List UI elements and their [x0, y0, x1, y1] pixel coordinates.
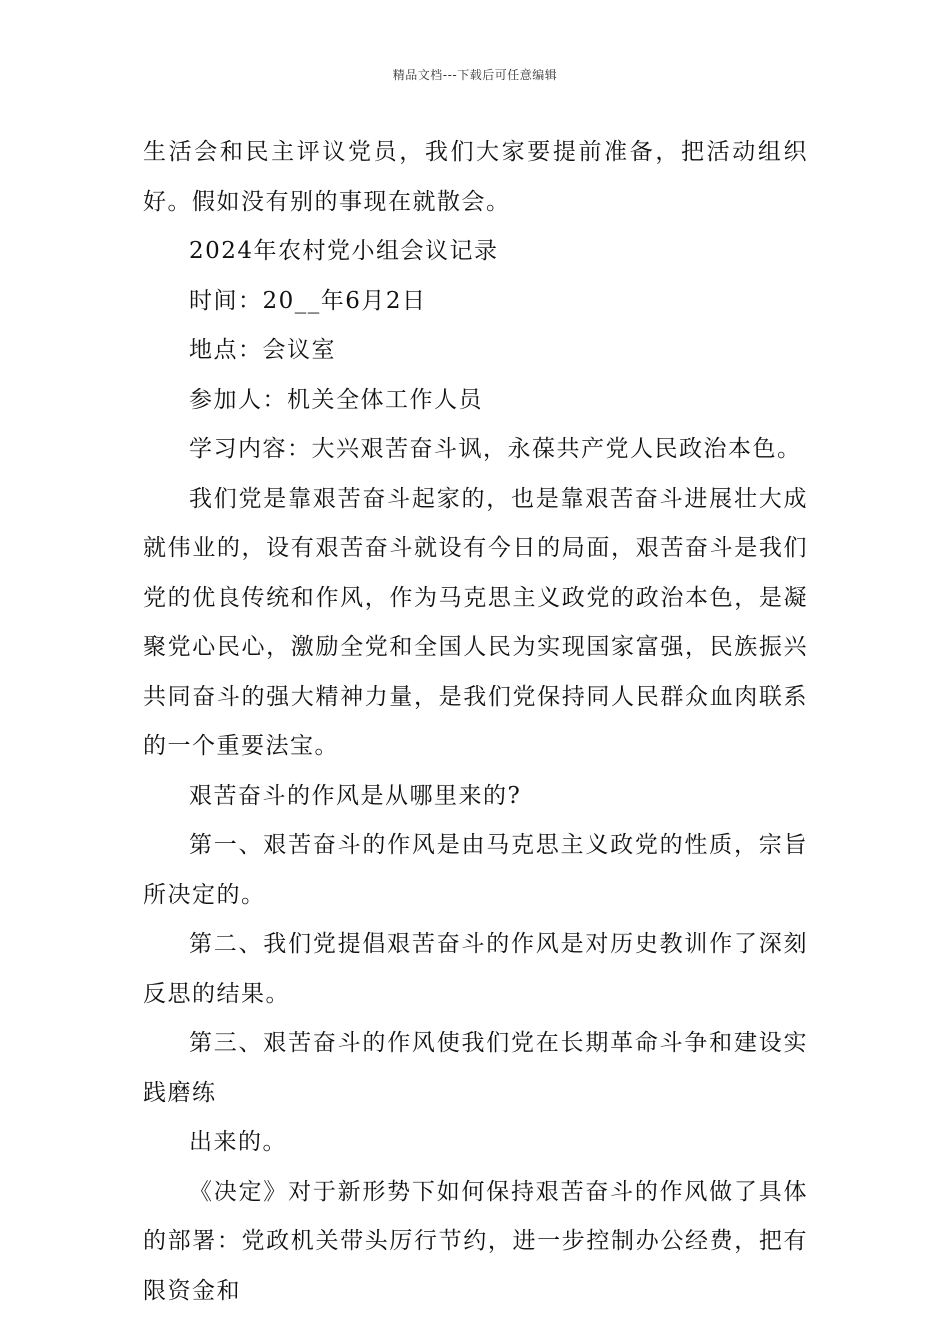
paragraph-11: 第三、艰苦奋斗的作风使我们党在长期革命斗争和建设实践磨练 — [143, 1030, 808, 1106]
paragraph-10: 第二、我们党提倡艰苦奋斗的作风是对历史教训作了深刻反思的结果。 — [143, 931, 808, 1007]
paragraph-2: 2024年农村党小组会议记录 — [189, 238, 499, 264]
paragraph-1: 生活会和民主评议党员，我们大家要提前准备，把活动组织好。假如没有别的事现在就散会。 — [143, 139, 808, 215]
paragraph-9: 第一、艰苦奋斗的作风是由马克思主义政党的性质，宗旨所决定的。 — [143, 832, 808, 908]
paragraph-13: 《决定》对于新形势下如何保持艰苦奋斗的作风做了具体的部署：党政机关带头厉行节约，进一步控制办公经费，把有限资金和 — [143, 1178, 808, 1304]
paragraph-6: 学习内容：大兴艰苦奋斗讽，永葆共产党人民政治本色。 — [189, 436, 802, 462]
paragraph-12: 出来的。 — [189, 1129, 287, 1155]
paragraph-3: 时间：20__年6月2日 — [189, 287, 427, 314]
page-header: 精品文档---下载后可任意编辑 — [392, 68, 558, 82]
paragraph-4: 地点：会议室 — [189, 337, 336, 363]
paragraph-8: 艰苦奋斗的作风是从哪里来的? — [189, 782, 522, 809]
paragraph-5: 参加人：机关全体工作人员 — [189, 386, 483, 413]
paragraph-7: 我们党是靠艰苦奋斗起家的，也是靠艰苦奋斗进展壮大成就伟业的，设有艰苦奋斗就设有今日的局面，艰苦奋斗是我们党的优良传统和作风，作为马克思主义政党的政治本色，是凝聚党心民心，激励全党和全国人民为实现国家富强，民族振兴共同奋斗的强大精神力量，是我们党保持同人民群众血肉联系的一个重要法宝。 — [143, 485, 808, 759]
document-body — [143, 128, 808, 1316]
